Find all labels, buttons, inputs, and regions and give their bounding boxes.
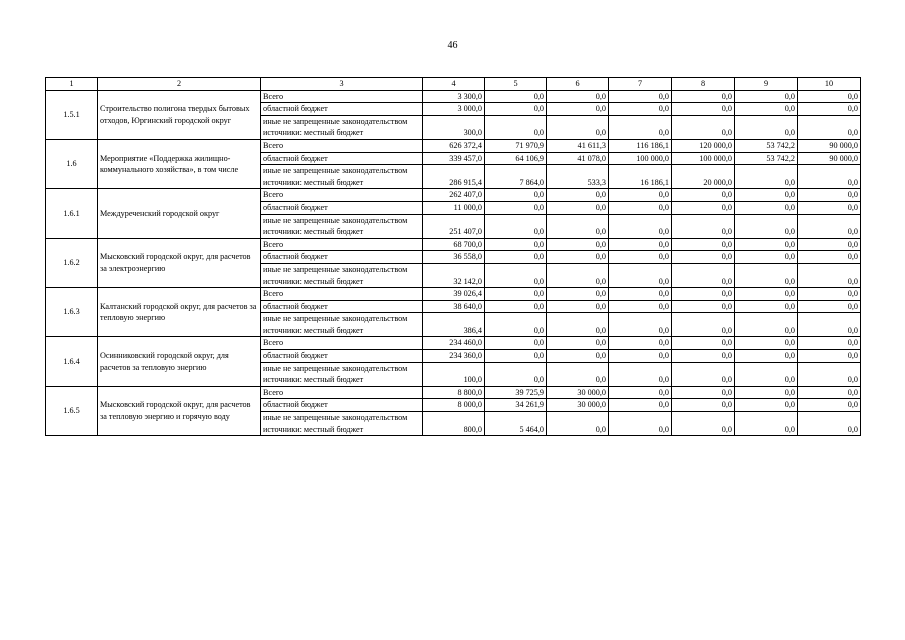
header-cell: 1 <box>46 78 98 91</box>
table-row <box>46 386 861 399</box>
value-cell: 0,0 <box>609 362 672 386</box>
value-cell: 90 000,0 <box>798 152 861 165</box>
value-cell: 0,0 <box>485 201 547 214</box>
value-cell: 0,0 <box>547 337 609 350</box>
value-cell: 0,0 <box>672 201 735 214</box>
value-cell: 0,0 <box>547 313 609 337</box>
value-cell: 0,0 <box>609 288 672 301</box>
value-cell: 0,0 <box>798 288 861 301</box>
value-cell: 0,0 <box>485 238 547 251</box>
value-cell: 0,0 <box>735 251 798 264</box>
value-cell: 0,0 <box>735 115 798 139</box>
value-cell: 0,0 <box>485 313 547 337</box>
value-cell: 0,0 <box>609 399 672 412</box>
value-cell: 68 700,0 <box>423 238 485 251</box>
value-cell: 0,0 <box>609 350 672 363</box>
value-cell: 36 558,0 <box>423 251 485 264</box>
value-cell: 0,0 <box>609 201 672 214</box>
value-cell: 0,0 <box>672 362 735 386</box>
value-cell: 0,0 <box>798 115 861 139</box>
value-cell: 0,0 <box>735 337 798 350</box>
value-cell: 8 000,0 <box>423 399 485 412</box>
value-cell: 0,0 <box>672 189 735 202</box>
value-cell: 3 300,0 <box>423 90 485 103</box>
value-cell: 0,0 <box>735 165 798 189</box>
value-cell: 0,0 <box>735 263 798 287</box>
source-cell: Всего <box>261 238 423 251</box>
source-cell: областной бюджет <box>261 350 423 363</box>
value-cell: 0,0 <box>485 362 547 386</box>
source-cell: Всего <box>261 189 423 202</box>
page-number: 46 <box>447 40 458 51</box>
value-cell: 234 460,0 <box>423 337 485 350</box>
value-cell: 0,0 <box>547 115 609 139</box>
table-body <box>46 78 861 436</box>
value-cell: 0,0 <box>485 251 547 264</box>
value-cell: 0,0 <box>672 263 735 287</box>
value-cell: 16 186,1 <box>609 165 672 189</box>
value-cell: 0,0 <box>735 313 798 337</box>
value-cell: 262 407,0 <box>423 189 485 202</box>
table-row <box>46 238 861 251</box>
value-cell: 0,0 <box>735 214 798 238</box>
value-cell: 100,0 <box>423 362 485 386</box>
value-cell: 0,0 <box>609 251 672 264</box>
header-cell: 8 <box>672 78 735 91</box>
value-cell: 30 000,0 <box>547 386 609 399</box>
row-code: 1.6.4 <box>46 337 98 386</box>
source-cell: иные не запрещенные законодательством источники: местный бюджет <box>261 214 423 238</box>
value-cell: 116 186,1 <box>609 139 672 152</box>
row-code: 1.6.1 <box>46 189 98 238</box>
value-cell: 5 464,0 <box>485 412 547 436</box>
header-cell: 3 <box>261 78 423 91</box>
header-cell: 6 <box>547 78 609 91</box>
source-cell: иные не запрещенные законодательством источники: местный бюджет <box>261 313 423 337</box>
table-row <box>46 139 861 152</box>
value-cell: 39 725,9 <box>485 386 547 399</box>
value-cell: 32 142,0 <box>423 263 485 287</box>
value-cell: 8 800,0 <box>423 386 485 399</box>
value-cell: 0,0 <box>735 103 798 116</box>
value-cell: 0,0 <box>547 103 609 116</box>
value-cell: 0,0 <box>798 165 861 189</box>
value-cell: 53 742,2 <box>735 139 798 152</box>
value-cell: 0,0 <box>672 251 735 264</box>
value-cell: 0,0 <box>672 350 735 363</box>
value-cell: 0,0 <box>547 300 609 313</box>
value-cell: 0,0 <box>798 189 861 202</box>
value-cell: 0,0 <box>485 103 547 116</box>
header-cell: 7 <box>609 78 672 91</box>
value-cell: 0,0 <box>672 313 735 337</box>
value-cell: 0,0 <box>735 189 798 202</box>
value-cell: 0,0 <box>547 412 609 436</box>
value-cell: 0,0 <box>547 201 609 214</box>
value-cell: 0,0 <box>672 399 735 412</box>
value-cell: 0,0 <box>735 412 798 436</box>
value-cell: 386,4 <box>423 313 485 337</box>
value-cell: 800,0 <box>423 412 485 436</box>
value-cell: 7 864,0 <box>485 165 547 189</box>
row-code: 1.6.2 <box>46 238 98 287</box>
source-cell: иные не запрещенные законодательством источники: местный бюджет <box>261 362 423 386</box>
value-cell: 90 000,0 <box>798 139 861 152</box>
value-cell: 0,0 <box>798 337 861 350</box>
value-cell: 0,0 <box>798 350 861 363</box>
table-row <box>46 288 861 301</box>
value-cell: 20 000,0 <box>672 165 735 189</box>
source-cell: областной бюджет <box>261 251 423 264</box>
value-cell: 39 026,4 <box>423 288 485 301</box>
value-cell: 0,0 <box>485 90 547 103</box>
value-cell: 0,0 <box>672 238 735 251</box>
value-cell: 0,0 <box>547 263 609 287</box>
value-cell: 0,0 <box>798 251 861 264</box>
row-name: Калтанский городской округ, для расчетов за тепловую энергию <box>98 288 261 337</box>
value-cell: 0,0 <box>609 313 672 337</box>
value-cell: 34 261,9 <box>485 399 547 412</box>
header-cell: 4 <box>423 78 485 91</box>
source-cell: областной бюджет <box>261 152 423 165</box>
row-name: Строительство полигона твердых бытовых отходов, Юргинский городской округ <box>98 90 261 139</box>
value-cell: 0,0 <box>485 189 547 202</box>
value-cell: 0,0 <box>798 362 861 386</box>
value-cell: 0,0 <box>609 337 672 350</box>
source-cell: областной бюджет <box>261 201 423 214</box>
source-cell: областной бюджет <box>261 103 423 116</box>
value-cell: 53 742,2 <box>735 152 798 165</box>
value-cell: 0,0 <box>485 214 547 238</box>
row-name: Осинниковский городской округ, для расчетов за тепловую энергию <box>98 337 261 386</box>
header-cell: 9 <box>735 78 798 91</box>
source-cell: Всего <box>261 337 423 350</box>
value-cell: 0,0 <box>547 90 609 103</box>
value-cell: 0,0 <box>735 90 798 103</box>
value-cell: 0,0 <box>672 103 735 116</box>
row-name: Мысковский городской округ, для расчетов за тепловую энергию и горячую воду <box>98 386 261 435</box>
budget-table <box>45 77 861 436</box>
value-cell: 0,0 <box>547 189 609 202</box>
value-cell: 0,0 <box>672 412 735 436</box>
value-cell: 0,0 <box>735 399 798 412</box>
value-cell: 100 000,0 <box>672 152 735 165</box>
value-cell: 0,0 <box>609 263 672 287</box>
value-cell: 0,0 <box>798 103 861 116</box>
value-cell: 286 915,4 <box>423 165 485 189</box>
value-cell: 0,0 <box>672 386 735 399</box>
row-code: 1.5.1 <box>46 90 98 139</box>
value-cell: 0,0 <box>672 300 735 313</box>
value-cell: 300,0 <box>423 115 485 139</box>
table-row <box>46 337 861 350</box>
row-code: 1.6.3 <box>46 288 98 337</box>
value-cell: 0,0 <box>798 313 861 337</box>
value-cell: 0,0 <box>735 386 798 399</box>
value-cell: 0,0 <box>672 288 735 301</box>
value-cell: 38 640,0 <box>423 300 485 313</box>
value-cell: 0,0 <box>485 263 547 287</box>
header-cell: 2 <box>98 78 261 91</box>
header-row <box>46 78 861 91</box>
source-cell: областной бюджет <box>261 399 423 412</box>
value-cell: 0,0 <box>735 238 798 251</box>
value-cell: 0,0 <box>798 300 861 313</box>
source-cell: иные не запрещенные законодательством источники: местный бюджет <box>261 165 423 189</box>
value-cell: 0,0 <box>547 350 609 363</box>
value-cell: 626 372,4 <box>423 139 485 152</box>
value-cell: 0,0 <box>735 300 798 313</box>
value-cell: 0,0 <box>609 214 672 238</box>
value-cell: 41 611,3 <box>547 139 609 152</box>
value-cell: 0,0 <box>798 90 861 103</box>
source-cell: Всего <box>261 90 423 103</box>
source-cell: иные не запрещенные законодательством источники: местный бюджет <box>261 115 423 139</box>
value-cell: 0,0 <box>609 300 672 313</box>
row-code: 1.6.5 <box>46 386 98 435</box>
value-cell: 0,0 <box>735 362 798 386</box>
source-cell: Всего <box>261 386 423 399</box>
row-code: 1.6 <box>46 139 98 188</box>
value-cell: 0,0 <box>798 201 861 214</box>
value-cell: 0,0 <box>547 214 609 238</box>
value-cell: 0,0 <box>672 115 735 139</box>
value-cell: 0,0 <box>547 251 609 264</box>
value-cell: 0,0 <box>547 288 609 301</box>
value-cell: 0,0 <box>609 412 672 436</box>
value-cell: 0,0 <box>547 238 609 251</box>
source-cell: Всего <box>261 139 423 152</box>
value-cell: 0,0 <box>485 337 547 350</box>
value-cell: 0,0 <box>547 362 609 386</box>
value-cell: 0,0 <box>485 115 547 139</box>
value-cell: 0,0 <box>609 90 672 103</box>
value-cell: 3 000,0 <box>423 103 485 116</box>
source-cell: иные не запрещенные законодательством источники: местный бюджет <box>261 412 423 436</box>
table-row <box>46 90 861 103</box>
value-cell: 0,0 <box>485 300 547 313</box>
value-cell: 30 000,0 <box>547 399 609 412</box>
value-cell: 120 000,0 <box>672 139 735 152</box>
value-cell: 0,0 <box>609 103 672 116</box>
table-row <box>46 189 861 202</box>
value-cell: 234 360,0 <box>423 350 485 363</box>
value-cell: 251 407,0 <box>423 214 485 238</box>
value-cell: 0,0 <box>485 288 547 301</box>
value-cell: 339 457,0 <box>423 152 485 165</box>
value-cell: 64 106,9 <box>485 152 547 165</box>
value-cell: 11 000,0 <box>423 201 485 214</box>
value-cell: 0,0 <box>672 90 735 103</box>
value-cell: 0,0 <box>609 189 672 202</box>
value-cell: 41 078,0 <box>547 152 609 165</box>
header-cell: 10 <box>798 78 861 91</box>
value-cell: 0,0 <box>609 115 672 139</box>
value-cell: 0,0 <box>735 201 798 214</box>
source-cell: Всего <box>261 288 423 301</box>
row-name: Мысковский городской округ, для расчетов за электроэнергию <box>98 238 261 287</box>
value-cell: 0,0 <box>672 214 735 238</box>
value-cell: 0,0 <box>798 399 861 412</box>
source-cell: областной бюджет <box>261 300 423 313</box>
value-cell: 0,0 <box>798 386 861 399</box>
value-cell: 0,0 <box>609 386 672 399</box>
value-cell: 100 000,0 <box>609 152 672 165</box>
value-cell: 0,0 <box>798 412 861 436</box>
value-cell: 0,0 <box>798 238 861 251</box>
value-cell: 0,0 <box>798 214 861 238</box>
value-cell: 0,0 <box>672 337 735 350</box>
value-cell: 0,0 <box>485 350 547 363</box>
value-cell: 533,3 <box>547 165 609 189</box>
row-name: Мероприятие «Поддержка жилищно-коммунального хозяйства», в том числе <box>98 139 261 188</box>
value-cell: 71 970,9 <box>485 139 547 152</box>
header-cell: 5 <box>485 78 547 91</box>
value-cell: 0,0 <box>798 263 861 287</box>
value-cell: 0,0 <box>609 238 672 251</box>
row-name: Междуреченский городской округ <box>98 189 261 238</box>
value-cell: 0,0 <box>735 288 798 301</box>
value-cell: 0,0 <box>735 350 798 363</box>
source-cell: иные не запрещенные законодательством источники: местный бюджет <box>261 263 423 287</box>
